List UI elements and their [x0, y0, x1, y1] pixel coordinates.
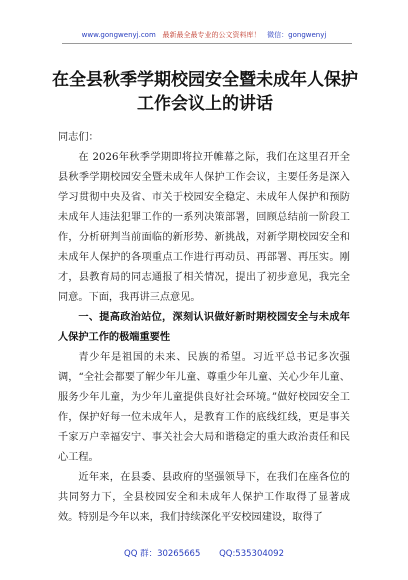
- title-line-1: 在全县秋季学期校园安全暨未成年人保护: [52, 70, 358, 90]
- wechat-id: 微信：gongwenyj: [267, 31, 327, 39]
- document-title: [40, 68, 370, 116]
- paragraph-achievements: 近年来，在县委、县政府的坚强领导下，在我们在座各位的共同努力下，全县校园安全和未成年人保护工作取得了显著成效。特别是今年以来，我们持续深化平安校园建设，取得了: [58, 472, 350, 523]
- site-header: [0, 30, 408, 40]
- page-footer: [0, 547, 408, 559]
- header-divider: [62, 43, 352, 44]
- salutation: 同志们：: [58, 132, 99, 143]
- site-tagline: 最新最全最专业的公文资料库！: [162, 31, 261, 39]
- paragraph-opening: 在 2026年秋季学期即将拉开帷幕之际，我们在这里召开全县秋季学期校园安全暨未成年人保护工作会议，主要任务是深入学习贯彻中央及省、市关于校园安全稳定、未成年人保护和预防未成年人违法犯罪工作的一系列决策部署，回顾总结前一阶段工作，分析研判当前面临的新形势、新挑战，对新学期校园安全和未成年人保护的各项重点工作进行再动员、再部署、再压实。刚才，县教育局的同志通报了相关情况，提出了初步意见，我完全同意。下面，我再讲三点意见。: [58, 152, 350, 303]
- title-line-2: 工作会议上的讲话: [137, 94, 273, 114]
- site-url[interactable]: www.gongwenyj.com: [81, 31, 156, 39]
- qq-contact: QQ:535304092: [219, 549, 284, 559]
- paragraph-youth: 青少年是祖国的未来、民族的希望。习近平总书记多次强调，“全社会都要了解少年儿童、尊重少年儿童、关心少年儿童、服务少年儿童，为少年儿童提供良好社会环境。”做好校园安全工作，保护好每一位未成年人，是教育工作的底线红线，更是事关千家万户幸福安宁、事关社会大局和谐稳定的重大政治责任和民心工程。: [58, 352, 350, 463]
- section-heading-1: 一、提高政治站位，深刻认识做好新时期校园安全与未成年人保护工作的极端重要性: [58, 312, 350, 343]
- document-body: [58, 128, 350, 528]
- qq-group: QQ 群：30265665: [124, 549, 201, 559]
